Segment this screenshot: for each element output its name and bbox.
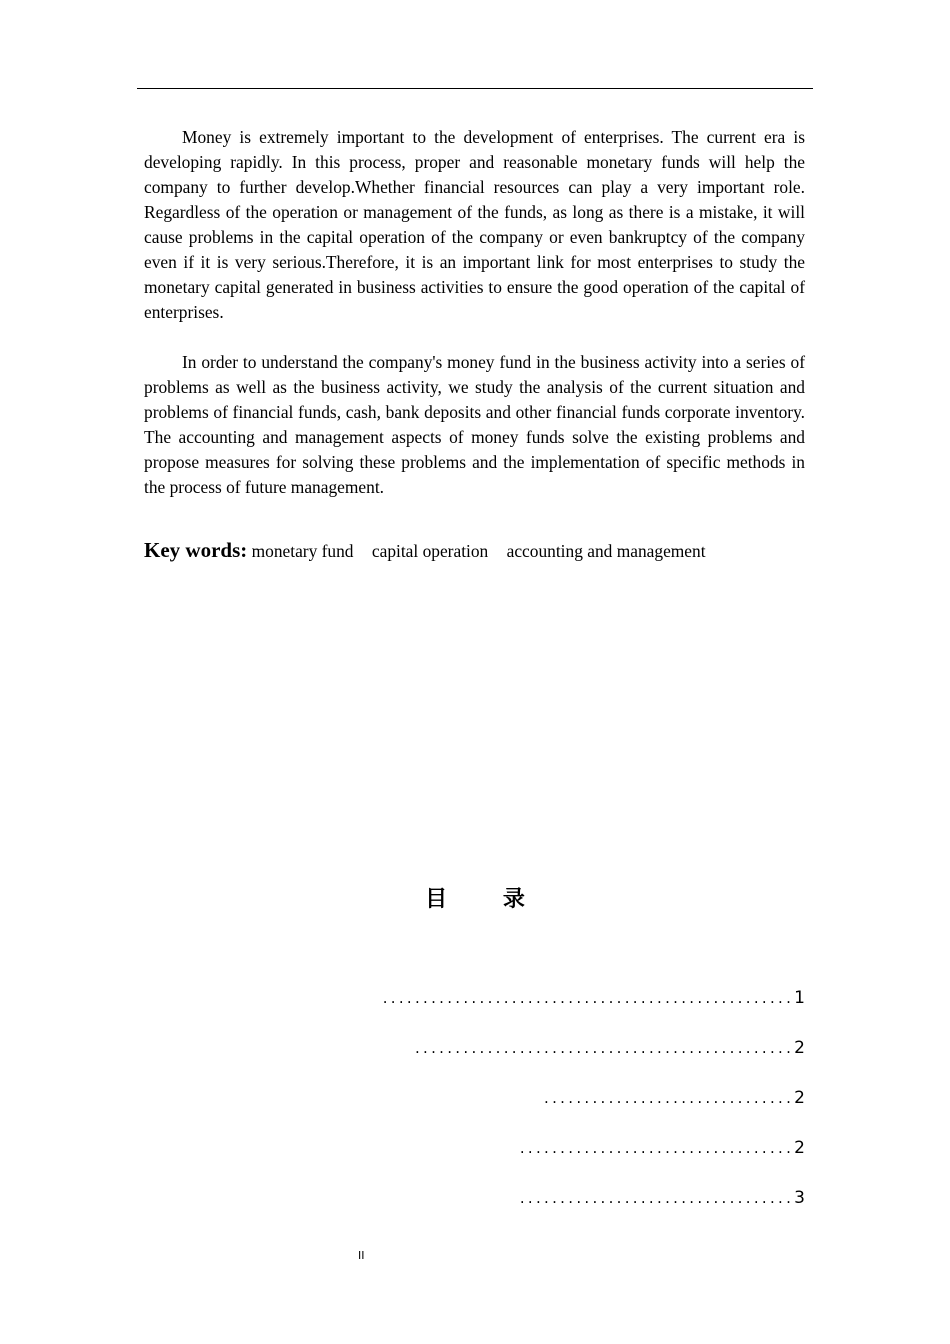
abstract-body bbox=[144, 125, 805, 500]
toc-page-number: 3 bbox=[794, 1188, 805, 1208]
toc-leader-dots: .................................. bbox=[519, 1189, 795, 1207]
keywords-label: Key words: bbox=[144, 538, 248, 562]
toc-entry[interactable] bbox=[520, 1186, 805, 1210]
header-rule bbox=[137, 88, 813, 89]
toc-page-number: 2 bbox=[794, 1038, 805, 1058]
toc-page-number: 1 bbox=[794, 988, 805, 1008]
keyword-term: monetary fund bbox=[251, 541, 354, 561]
toc-title: 目 录 bbox=[425, 887, 549, 912]
toc-entry[interactable] bbox=[544, 1086, 805, 1110]
toc-entry[interactable] bbox=[415, 1036, 805, 1060]
toc-entry[interactable] bbox=[383, 986, 805, 1010]
toc-page-number: 2 bbox=[794, 1088, 805, 1108]
keywords-line bbox=[144, 536, 805, 565]
abstract-paragraph-2: In order to understand the company's money fund in the business activity into a series of problems as well as the business activity, we study the analysis of the current situation and problems of financial funds, cash, bank deposits and other financial funds corporate inventory. The accounting and management aspects of money funds solve the existing problems and propose measures for solving these problems and the implementation of specific methods in the process of future management. bbox=[144, 352, 805, 497]
keyword-term: accounting and management bbox=[506, 541, 706, 561]
page-number: II bbox=[358, 1249, 365, 1262]
abstract-paragraph-1: Money is extremely important to the development of enterprises. The current era is developing rapidly. In this process, proper and reasonable monetary funds will help the company to further develop.Whether financial resources can play a very important role. Regardless of the operation or management of the funds, as long as there is a mistake, it will cause problems in the capital operation of the company or even bankruptcy of the company even if it is very serious.Therefore, it is an important link for most enterprises to study the monetary capital generated in business activities to ensure the good operation of the capital of enterprises. bbox=[144, 127, 805, 322]
toc-page-number: 2 bbox=[794, 1138, 805, 1158]
toc-entry[interactable] bbox=[520, 1136, 805, 1160]
keyword-term: capital operation bbox=[371, 541, 489, 561]
toc-leader-dots: ................................................... bbox=[382, 989, 795, 1007]
toc-leader-dots: .................................. bbox=[519, 1139, 795, 1157]
toc-leader-dots: ............................................... bbox=[414, 1039, 795, 1057]
toc-leader-dots: ............................... bbox=[544, 1089, 795, 1107]
